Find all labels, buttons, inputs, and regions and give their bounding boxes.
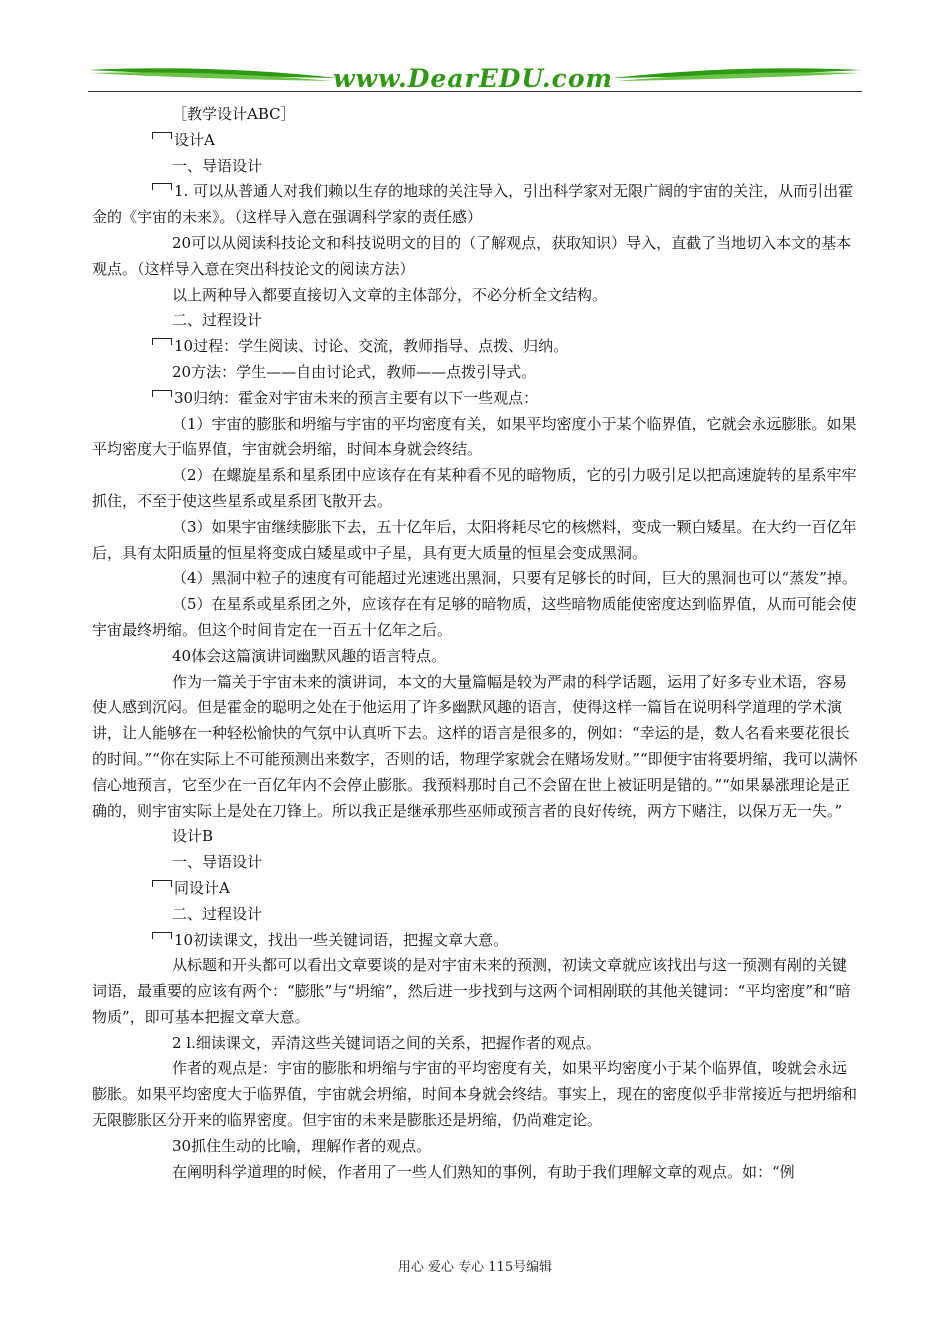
paragraph	[92, 824, 860, 850]
paragraph	[92, 953, 860, 1030]
paragraph	[92, 179, 860, 231]
paragraph-text: （5）在星系或星系团之外，应该存在有足够的暗物质，这些暗物质能使密度达到临界值，从而可能会使宇宙最终坍缩。但这个时间肯定在一百五十亿年之后。	[92, 595, 857, 639]
paragraph-text: 2 l.细读课文，弄清这些关键词语之间的关系，把握作者的观点。	[172, 1033, 601, 1052]
paragraph-text: ［教学设计ABC］	[172, 105, 296, 123]
paragraph	[92, 902, 860, 928]
paragraph-text: 20方法：学生——自由讨论式，教师——点拨引导式。	[172, 362, 537, 381]
paragraph	[92, 566, 860, 592]
paragraph-text: 30抓住生动的比喻，理解作者的观点。	[172, 1136, 432, 1155]
page-footer: 用心 爱心 专心 115号编辑	[397, 1260, 553, 1275]
paragraph	[92, 386, 860, 412]
paragraph-text: 二、过程设计	[172, 311, 263, 330]
paragraph-text: 30归纳：霍金对宇宙未来的预言主要有以下一些观点：	[174, 388, 539, 407]
paragraph-text: 二、过程设计	[172, 904, 263, 923]
paragraph	[92, 463, 860, 515]
paragraph	[92, 515, 860, 567]
bracket-mark-icon	[152, 183, 172, 190]
paragraph	[92, 412, 860, 464]
paragraph-text: 10过程：学生阅读、讨论、交流，教师指导、点拨、归纳。	[174, 337, 569, 356]
paragraph	[92, 1031, 860, 1057]
site-logo: www.DearEDU.com	[332, 64, 613, 93]
paragraph	[92, 102, 860, 128]
bracket-mark-icon	[152, 880, 172, 887]
paragraph-text: 10初读课文，找出一些关键词语，把握文章大意。	[174, 930, 509, 949]
paragraph-text: 从标题和开头都可以看出文章要谈的是对宇宙未来的预测，初读文章就应该找出与这一预测有剐的关键词语，最重要的应该有两个：“膨胀”与“坍缩”，然后进一步找到与这两个词相剐联的其他关键词：“平均密度”和“暗物质”，即可基本把握文章大意。	[92, 956, 851, 1026]
paragraph-text: （4）黑洞中粒子的速度有可能超过光速逃出黑洞，只要有足够长的时间，巨大的黑洞也可以“蒸发”掉。	[172, 569, 857, 588]
paragraph	[92, 231, 860, 283]
paragraph	[92, 360, 860, 386]
bracket-mark-icon	[152, 390, 172, 397]
paragraph-text: （2）在螺旋星系和星系团中应该存在有某种看不见的暗物质，它的引力吸引足以把高速旋转的星系牢牢抓住，不至于使这些星系或星系团飞散开去。	[92, 466, 857, 510]
paragraph-text: （1）宇宙的膨胀和坍缩与宇宙的平均密度有关，如果平均密度小于某个临界值，它就会永远膨胀。如果平均密度大于临界值，宇宙就会坍缩，时间本身就会终结。	[92, 414, 857, 459]
paragraph	[92, 1134, 860, 1160]
header-divider	[88, 91, 862, 92]
bracket-mark-icon	[152, 132, 172, 139]
paragraph-text: 一、导语设计	[172, 156, 263, 175]
paragraph-text: 同设计A	[174, 878, 230, 897]
paragraph-text: 20可以从阅读科技论文和科技说明文的目的（了解观点，获取知识）导入，直截了当地切入本文的基本观点。（这样导入意在突出科技论文的阅读方法）	[92, 233, 852, 278]
paragraph	[92, 928, 860, 954]
paragraph	[92, 644, 860, 670]
paragraph	[92, 670, 860, 825]
paragraph	[92, 592, 860, 644]
paragraph-text: 设计B	[172, 827, 214, 846]
paragraph-text: 1. 可以从普通人对我们赖以生存的地球的关注导入，引出科学家对无限广阔的宇宙的关注，从而引出霍金的《宇宙的未来》。（这样导入意在强调科学家的责任感）	[92, 182, 854, 227]
paragraph	[92, 154, 860, 180]
paragraph	[92, 1056, 860, 1133]
paragraph-text: 作者的观点是：宇宙的膨胀和坍缩与宇宙的平均密度有关，如果平均密度小于某个临界值，唆就会永远膨胀。如果平均密度大于临界值，宇宙就会坍缩，时间本身就会终结。事实上，现在的密度似乎非常接近与把坍缩和无限膨胀区分开来的临界密度。但宇宙的未来是膨胀还是坍缩，仍尚难定论。	[92, 1059, 858, 1130]
bracket-mark-icon	[152, 338, 172, 345]
paragraph	[92, 128, 860, 154]
paragraph	[92, 283, 860, 309]
page-header	[88, 62, 862, 96]
paragraph-text: 在阐明科学道理的时候，作者用了一些人们熟知的事例，有助于我们理解文章的观点。如：“例	[172, 1162, 795, 1181]
paragraph-text: 作为一篇关于宇宙未来的演讲词，本文的大量篇幅是较为严肃的科学话题，运用了好多专业术语，容易使人感到沉闷。但是霍金的聪明之处在于他运用了许多幽默风趣的语言，使得这样一篇旨在说明科学道理的学术演讲，让人能够在一种轻松愉快的气氛中认真听下去。这样的语言是很多的，例如：“幸运的是，数人名看来要花很长的时间。”“你在实际上不可能预测出来数字，否则的话，物理学家就会在赌场发财。”“即便宇宙将要坍缩，我可以满怀信心地预言，它至少在一百亿年内不会停止膨胀。我预料那时自己不会留在世上被证明是错的。”“如果暴涨理论是正确的，则宇宙实际上是处在刀锋上。所以我正是继承那些巫师或预言者的良好传统，两方下赌注，以保万无一失。”	[92, 672, 858, 820]
paragraph-text: 40体会这篇演讲词幽默风趣的语言特点。	[172, 646, 447, 665]
paragraph	[92, 876, 860, 902]
paragraph	[92, 308, 860, 334]
paragraph	[92, 850, 860, 876]
paragraph-text: （3）如果宇宙继续膨胀下去，五十亿年后，太阳将耗尽它的核燃料，变成一颗白矮星。在大约一百亿年后，具有太阳质量的恒星将变成白矮星或中子星，具有更大质量的恒星会变成黑洞。	[92, 517, 857, 562]
document-body	[92, 102, 860, 1185]
paragraph	[92, 1160, 860, 1186]
bracket-mark-icon	[152, 932, 172, 939]
paragraph-text: 以上两种导入都要直接切入文章的主体部分，不必分析全文结构。	[172, 285, 608, 304]
paragraph-text: 设计A	[174, 130, 215, 149]
paragraph	[92, 334, 860, 360]
paragraph-text: 一、导语设计	[172, 853, 263, 872]
